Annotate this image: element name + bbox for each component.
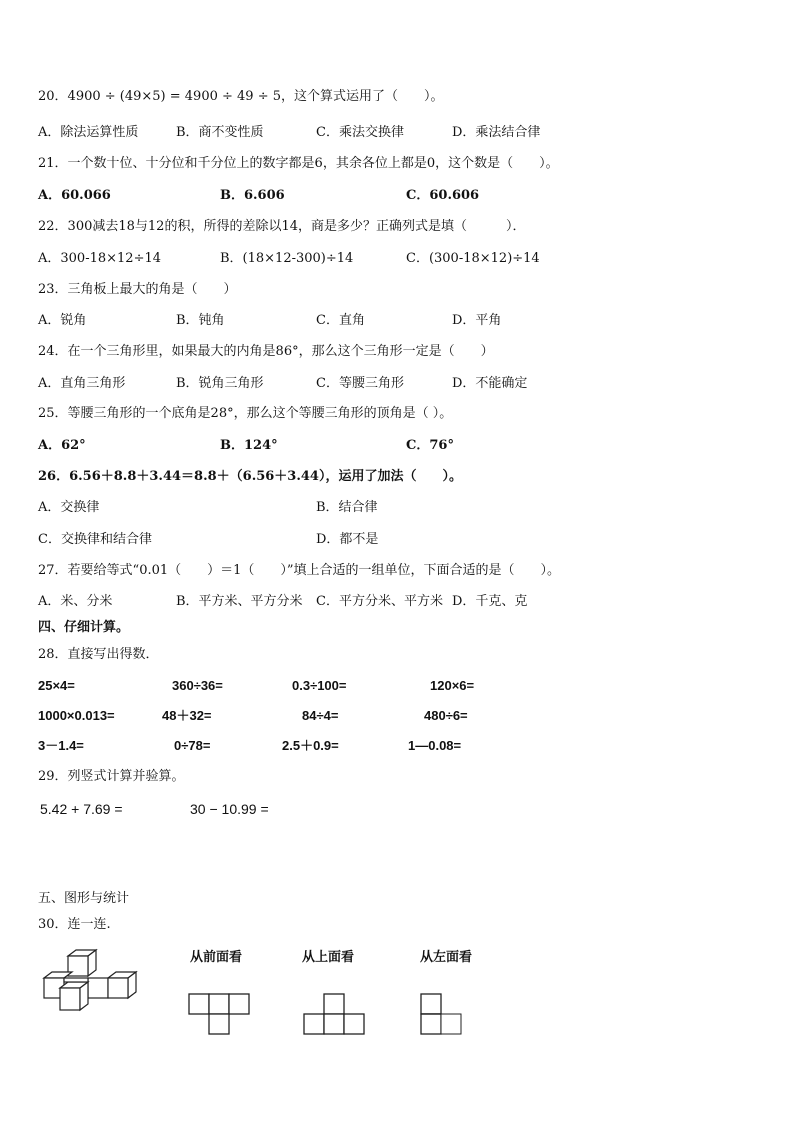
q28-item: 0.3÷100= [292,678,347,693]
front-view-figure [188,993,252,1035]
q29-item: 5.42 + 7.69 = [40,801,123,817]
q28-item: 360÷36= [172,678,223,693]
q25-option-c: C．76° [406,438,454,453]
q27-option-d: D．千克、克 [452,594,528,609]
cube-stack-figure [40,948,140,1020]
q28-item: 48＋32= [162,708,212,723]
q25-option-b: B．124° [220,438,278,453]
q25-option-a: A．62° [38,438,86,453]
q21-option-b: B．6.606 [220,188,285,203]
q28-item: 120×6= [430,678,475,693]
q24-option-b: B．锐角三角形 [176,376,264,391]
q21-stem: 21．一个数十位、十分位和千分位上的数字都是6，其余各位上都是0，这个数是（ ）。 [38,156,559,171]
view-label-left: 从左面看 [420,950,473,965]
q27-stem: 27．若要给等式“0.01（ ）＝1（ ）”填上合适的一组单位，下面合适的是（ ）。 [38,563,561,578]
section-5-heading: 五、图形与统计 [38,891,130,906]
q23-option-b: B．钝角 [176,313,225,328]
q22-option-a: A．300-18×12÷14 [38,251,162,266]
q23-option-c: C．直角 [316,313,365,328]
q27-option-c: C．平方分米、平方米 [316,594,443,609]
q28-item: 0÷78= [174,738,211,753]
q29-item: 30 − 10.99 = [190,801,269,817]
section-4-heading: 四、仔细计算。 [38,620,130,635]
q28-item: 1—0.08= [408,738,462,753]
q28-item: 2.5＋0.9= [282,738,339,753]
q22-stem: 22．300减去18与12的积，所得的差除以14，商是多少？正确列式是填（ ）． [38,219,526,234]
q26-option-d: D．都不是 [316,532,379,547]
q20-option-d: D．乘法结合律 [452,125,541,140]
q27-option-a: A．米、分米 [38,594,113,609]
view-label-front: 从前面看 [190,950,243,965]
q28-item: 480÷6= [424,708,468,723]
q21-option-c: C．60.606 [406,188,480,203]
q29-stem: 29．列竖式计算并验算。 [38,769,185,784]
q26-option-b: B．结合律 [316,500,378,515]
q28-item: 3－1.4= [38,738,84,753]
q28-item: 84÷4= [302,708,339,723]
q22-option-c: C．(300-18×12)÷14 [406,251,540,266]
q20-option-c: C．乘法交换律 [316,125,404,140]
q21-option-a: A．60.066 [38,188,111,203]
left-view-figure [420,993,464,1035]
q24-stem: 24．在一个三角形里，如果最大的内角是86°，那么这个三角形一定是（ ） [38,344,494,359]
q23-option-a: A．锐角 [38,313,87,328]
q24-option-a: A．直角三角形 [38,376,126,391]
q26-option-a: A．交换律 [38,500,100,515]
q22-option-b: B．(18×12-300)÷14 [220,251,354,266]
q20-option-a: A．除法运算性质 [38,125,139,140]
q20-option-b: B．商不变性质 [176,125,264,140]
q28-item: 25×4= [38,678,75,693]
q28-stem: 28．直接写出得数． [38,647,159,662]
q30-stem: 30．连一连. [38,917,111,932]
q26-option-c: C．交换律和结合律 [38,532,152,547]
q25-stem: 25．等腰三角形的一个底角是28°，那么这个等腰三角形的顶角是（ ）。 [38,406,453,421]
q20-stem: 20．4900 ÷ (49×5) = 4900 ÷ 49 ÷ 5，这个算式运用了（ ）。 [38,89,444,104]
q24-option-d: D．不能确定 [452,376,528,391]
q27-option-b: B．平方米、平方分米 [176,594,303,609]
q28-item: 1000×0.013= [38,708,115,723]
q23-option-d: D．平角 [452,313,502,328]
q23-stem: 23．三角板上最大的角是（ ） [38,282,237,297]
top-view-figure [303,993,367,1035]
view-label-top: 从上面看 [302,950,355,965]
q26-stem: 26．6.56＋8.8＋3.44＝8.8＋（6.56＋3.44），运用了加法（ ）。 [38,469,462,484]
q24-option-c: C．等腰三角形 [316,376,404,391]
